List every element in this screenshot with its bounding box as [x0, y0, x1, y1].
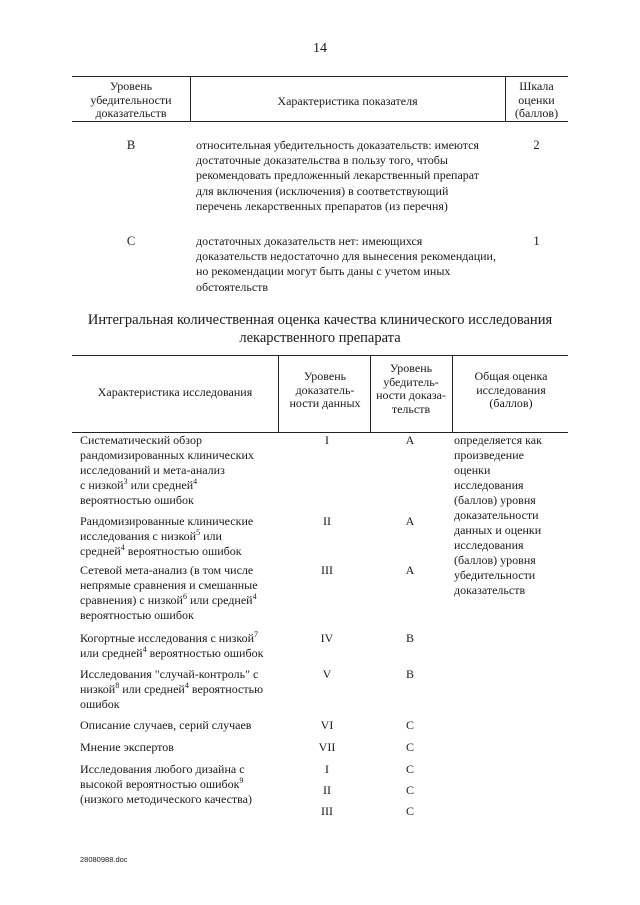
- footnote-ref: 4: [252, 592, 257, 601]
- header-study-characteristic: Характеристика исследования: [97, 385, 253, 399]
- evidence-grade: C: [405, 718, 414, 732]
- study-characteristic: [80, 718, 295, 733]
- row-description: относительная убедительность доказательств: имеются достаточные доказательства в пользу того, чтобы рекомендовать предложенный лекарственный препарат для включения (исключения) в соответствующий перечень лекарственных препаратов (из перечня): [196, 138, 480, 213]
- total-score-note: определяется как произведение оценки исследования (баллов) уровня доказательности данных и оценки исследования (баллов) уровня убедительности доказательств: [454, 433, 542, 597]
- text-line: сравнения) с низкой$^6$ или средней$^4$: [80, 592, 257, 607]
- text-line: Исследования "случай-контроль" с: [80, 667, 259, 681]
- text-line: Систематический обзор: [80, 433, 202, 447]
- row-description: достаточных доказательств нет: имеющихся доказательств недостаточно для вынесения рекомендации, но рекомендации могут быть даны с учетом иных обстоятельств: [196, 234, 496, 294]
- row-score: 2: [533, 138, 540, 152]
- evidence-grade-table: [72, 76, 568, 294]
- footnote-ref: 8: [115, 681, 120, 690]
- footnote-ref: 4: [120, 543, 125, 552]
- document-filename: 28080988.doc: [80, 855, 128, 864]
- footnote-ref: 4: [184, 681, 189, 690]
- text-line: Описание случаев, серий случаев: [80, 718, 252, 732]
- text-line: низкой$^8$ или средней$^4$ вероятностью: [80, 681, 264, 696]
- text-line: вероятностью ошибок: [80, 608, 194, 622]
- text-line: с низкой$^3$ или средней$^4$: [80, 477, 198, 492]
- evidence-grade-table-header: [72, 76, 568, 122]
- text-line: (низкого методического качества): [80, 792, 252, 806]
- text-line: исследования с низкой$^5$ или: [80, 528, 222, 543]
- text-line: непрямые сравнения и смешанные: [80, 578, 258, 592]
- header-level: Уровень убедительности доказательств: [90, 79, 172, 120]
- header-characteristic: Характеристика показателя: [277, 94, 418, 108]
- evidence-level: II: [323, 514, 331, 528]
- evidence-level: III: [321, 563, 333, 577]
- page-number: 14: [313, 41, 327, 56]
- text-line: Когортные исследования с низкой$^7$: [80, 630, 259, 645]
- evidence-grade: C: [405, 740, 414, 754]
- row-level: C: [126, 234, 136, 248]
- evidence-grade: C: [405, 804, 414, 818]
- text-line: вероятностью ошибок: [80, 493, 194, 507]
- study-characteristic: [80, 514, 295, 559]
- text-line: Рандомизированные клинические: [80, 514, 254, 528]
- study-characteristic: [80, 740, 295, 755]
- footnote-ref: 9: [239, 776, 244, 785]
- evidence-level: VI: [320, 718, 334, 732]
- text-line: рандомизированных клинических: [80, 448, 254, 462]
- evidence-level: V: [322, 667, 332, 681]
- row-score: 1: [533, 234, 540, 248]
- evidence-grade: A: [405, 563, 415, 577]
- evidence-level: I: [325, 762, 329, 776]
- evidence-grade: A: [405, 433, 415, 447]
- study-quality-table-header: [72, 355, 568, 433]
- evidence-level: II: [323, 783, 331, 797]
- study-characteristic: [80, 762, 295, 807]
- footnote-ref: 5: [196, 528, 201, 537]
- column-divider: [452, 356, 453, 432]
- header-total-score: Общая оценка исследования (баллов): [474, 369, 548, 410]
- footnote-ref: 7: [254, 630, 259, 639]
- text-line: высокой вероятностью ошибок$^9$: [80, 776, 244, 791]
- footnote-ref: 3: [123, 477, 128, 486]
- header-grade: Уровень убедитель- ности доказа- тельств: [376, 361, 446, 416]
- study-characteristic: [80, 631, 295, 661]
- text-line: Мнение экспертов: [80, 740, 174, 754]
- study-characteristic: [80, 563, 295, 623]
- evidence-level: VII: [318, 740, 336, 754]
- header-evidence-level: Уровень доказатель- ности данных: [289, 369, 361, 410]
- text-line: или средней$^4$ вероятностью ошибок: [80, 645, 264, 660]
- footnote-ref: 4: [193, 477, 198, 486]
- evidence-grade: C: [405, 783, 414, 797]
- column-divider: [370, 356, 371, 432]
- evidence-grade: A: [405, 514, 415, 528]
- text-line: ошибок: [80, 697, 120, 711]
- text-line: Исследования любого дизайна с: [80, 762, 245, 776]
- text-line: средней$^4$ вероятностью ошибок: [80, 543, 242, 558]
- evidence-level: III: [321, 804, 333, 818]
- study-characteristic: [80, 667, 295, 712]
- header-scale: Шкала оценки (баллов): [514, 79, 559, 120]
- evidence-grade: B: [405, 667, 414, 681]
- footnote-ref: 4: [142, 645, 147, 654]
- evidence-level: IV: [320, 631, 334, 645]
- column-divider: [278, 356, 279, 432]
- evidence-level: I: [325, 433, 329, 447]
- section-title: Интегральная количественная оценка качества клинического исследования лекарственного препарата: [87, 312, 553, 346]
- row-level: B: [126, 138, 136, 152]
- text-line: исследований и мета-анализ: [80, 463, 225, 477]
- evidence-grade: B: [405, 631, 414, 645]
- text-line: Сетевой мета-анализ (в том числе: [80, 563, 254, 577]
- evidence-grade: C: [405, 762, 414, 776]
- study-characteristic: [80, 433, 295, 508]
- footnote-ref: 6: [182, 592, 187, 601]
